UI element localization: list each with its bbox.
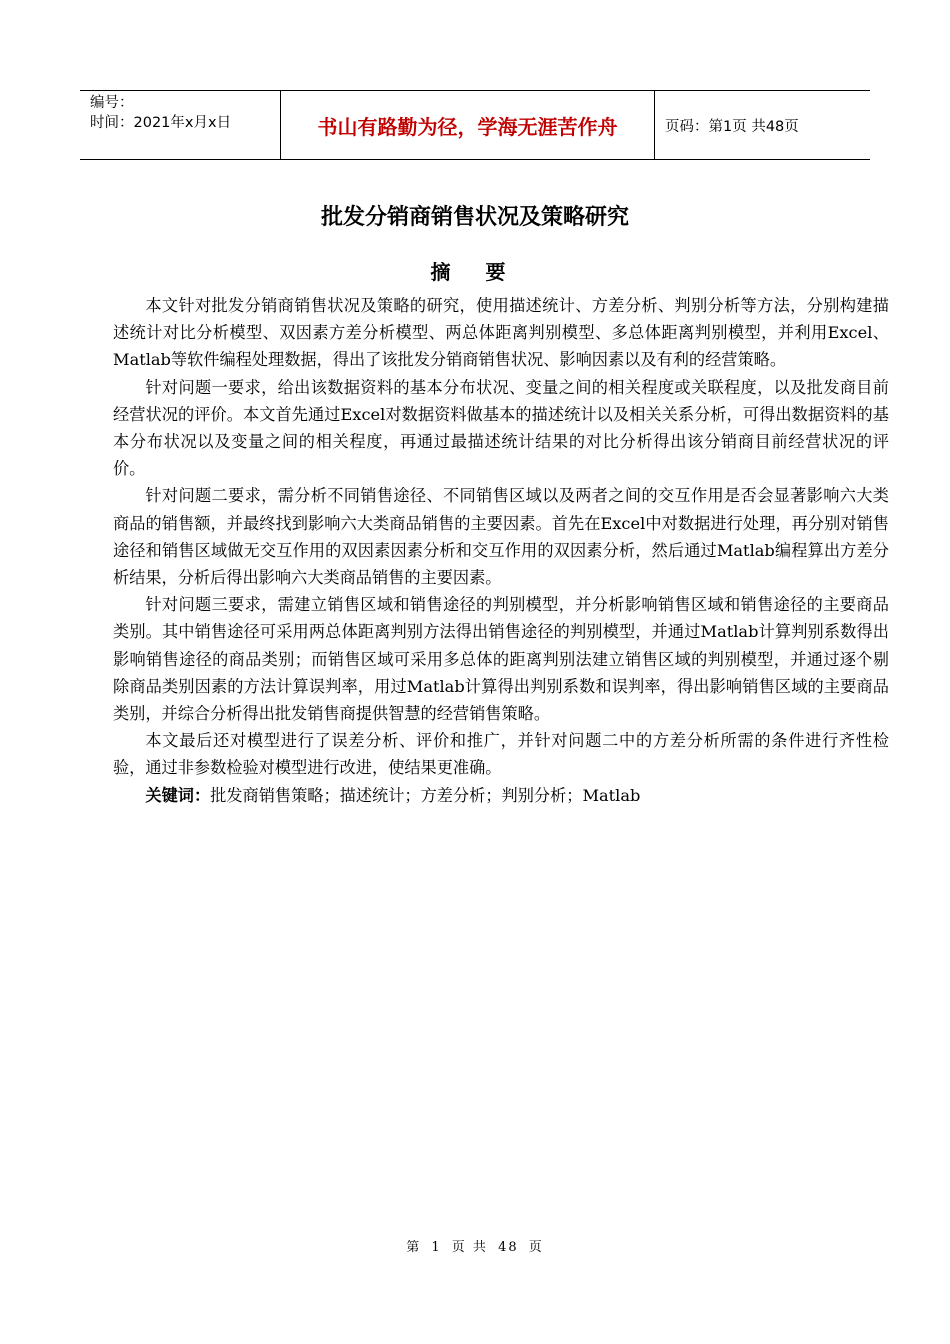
header-page-cell (655, 91, 870, 159)
time-label: 时间：2021年x月x日 (90, 115, 232, 131)
abstract-body (113, 292, 889, 809)
footer-page-number: 1 (431, 1240, 442, 1255)
motto-text: 书山有路勤为径，学海无涯苦作舟 (317, 114, 618, 139)
footer-prefix: 第 (406, 1240, 422, 1255)
page-info: 页码：第1页 共48页 (665, 118, 799, 135)
page-footer (0, 1236, 950, 1255)
header-motto-cell (281, 91, 655, 159)
paragraph-4: 针对问题三要求，需建立销售区域和销售途径的判别模型，并分析影响销售区域和销售途径的主要商品类别。其中销售途径可采用两总体距离判别方法得出销售途径的判别模型，并通过Matlab计算判别系数得出影响销售途径的商品类别；而销售区域可采用多总体的距离判别法建立销售区域的判别模型，并通过逐个剔除商品类别因素的方法计算误判率，用过Matlab计算得出判别系数和误判率，得出影响销售区域的主要商品类别，并综合分析得出批发销售商提供智慧的经营销售策略。 (113, 595, 889, 724)
abstract-heading: 摘 要 (430, 260, 520, 284)
keywords-text: 批发商销售策略；描述统计；方差分析；判别分析；Matlab (210, 785, 641, 805)
footer-suffix: 页 (528, 1240, 544, 1255)
paragraph-1: 本文针对批发分销商销售状况及策略的研究，使用描述统计、方差分析、判别分析等方法，分别构建描述统计对比分析模型、双因素方差分析模型、两总体距离判别模型、多总体距离判别模型，并利用Excel、Matlab等软件编程处理数据，得出了该批发分销商销售状况、影响因素以及有利的经营策略。 (113, 296, 889, 370)
number-label: 编号： (90, 95, 134, 111)
header-meta-cell (80, 91, 281, 159)
document-header (80, 90, 870, 160)
footer-total-pages: 48 (498, 1240, 519, 1255)
paragraph-3: 针对问题二要求，需分析不同销售途径、不同销售区域以及两者之间的交互作用是否会显著影响六大类商品的销售额，并最终找到影响六大类商品销售的主要因素。首先在Excel中对数据进行处理，再分别对销售途径和销售区域做无交互作用的双因素因素分析和交互作用的双因素分析，然后通过Matlab编程算出方差分析结果，分析后得出影响六大类商品销售的主要因素。 (113, 486, 889, 588)
paragraph-5: 本文最后还对模型进行了误差分析、评价和推广，并针对问题二中的方差分析所需的条件进行齐性检验，通过非参数检验对模型进行改进，使结果更准确。 (113, 731, 889, 778)
document-title: 批发分销商销售状况及策略研究 (320, 205, 629, 230)
keywords-label: 关键词： (145, 785, 211, 805)
keywords-line (113, 782, 889, 809)
paragraph-2: 针对问题一要求，给出该数据资料的基本分布状况、变量之间的相关程度或关联程度，以及批发商目前经营状况的评价。本文首先通过Excel对数据资料做基本的描述统计以及相关关系分析，可得出数据资料的基本分布状况以及变量之间的相关程度，再通过最描述统计结果的对比分析得出该分销商目前经营状况的评价。 (113, 377, 889, 479)
footer-middle: 页 共 (451, 1240, 488, 1255)
